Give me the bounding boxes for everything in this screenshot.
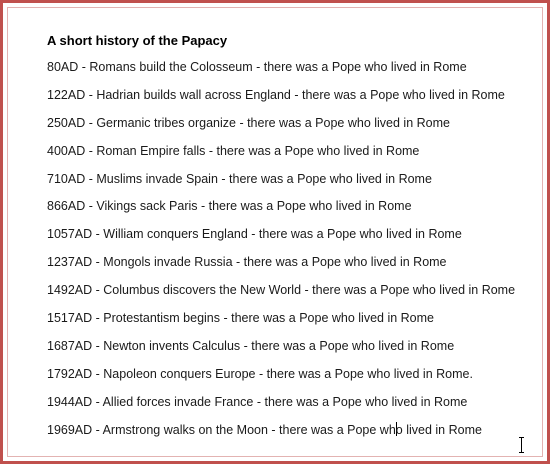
history-line-866ad: 866AD - Vikings sack Paris - there was a Pope who lived in Rome [47, 199, 412, 214]
document-body[interactable] [47, 33, 537, 449]
history-list [47, 59, 537, 449]
history-line-1687ad: 1687AD - Newton invents Calculus - there was a Pope who lived in Rome [47, 338, 455, 353]
history-line-122ad: 122AD - Hadrian builds wall across England - there was a Pope who lived in Rome [47, 87, 505, 102]
history-line-1792ad: 1792AD - Napoleon conquers Europe - there was a Pope who lived in Rome. [47, 366, 473, 381]
i-beam-cursor-icon [521, 437, 522, 453]
history-line-1517ad: 1517AD - Protestantism begins - there was a Pope who lived in Rome [47, 311, 434, 326]
history-line-250ad: 250AD - Germanic tribes organize - there was a Pope who lived in Rome [47, 115, 450, 130]
history-line-80ad: 80AD - Romans build the Colosseum - there was a Pope who lived in Rome [47, 60, 467, 74]
history-line-400ad: 400AD - Roman Empire falls - there was a Pope who lived in Rome [47, 143, 420, 158]
history-line-710ad: 710AD - Muslims invade Spain - there was a Pope who lived in Rome [47, 171, 432, 186]
history-line-1969ad [47, 422, 537, 450]
history-line-1492ad: 1492AD - Columbus discovers the New World - there was a Pope who lived in Rome [47, 283, 516, 298]
history-line-1969ad-after-caret: o lived in Rome [395, 422, 482, 437]
history-line-1969ad-before-caret: 1969AD - Armstrong walks on the Moon - there was a Pope wh [47, 422, 396, 437]
document-title: A short history of the Papacy [47, 33, 228, 48]
history-line-1057ad: 1057AD - William conquers England - there was a Pope who lived in Rome [47, 227, 462, 242]
history-line-1237ad: 1237AD - Mongols invade Russia - there was a Pope who lived in Rome [47, 255, 447, 270]
history-line-1944ad: 1944AD - Allied forces invade France - there was a Pope who lived in Rome [47, 394, 468, 409]
